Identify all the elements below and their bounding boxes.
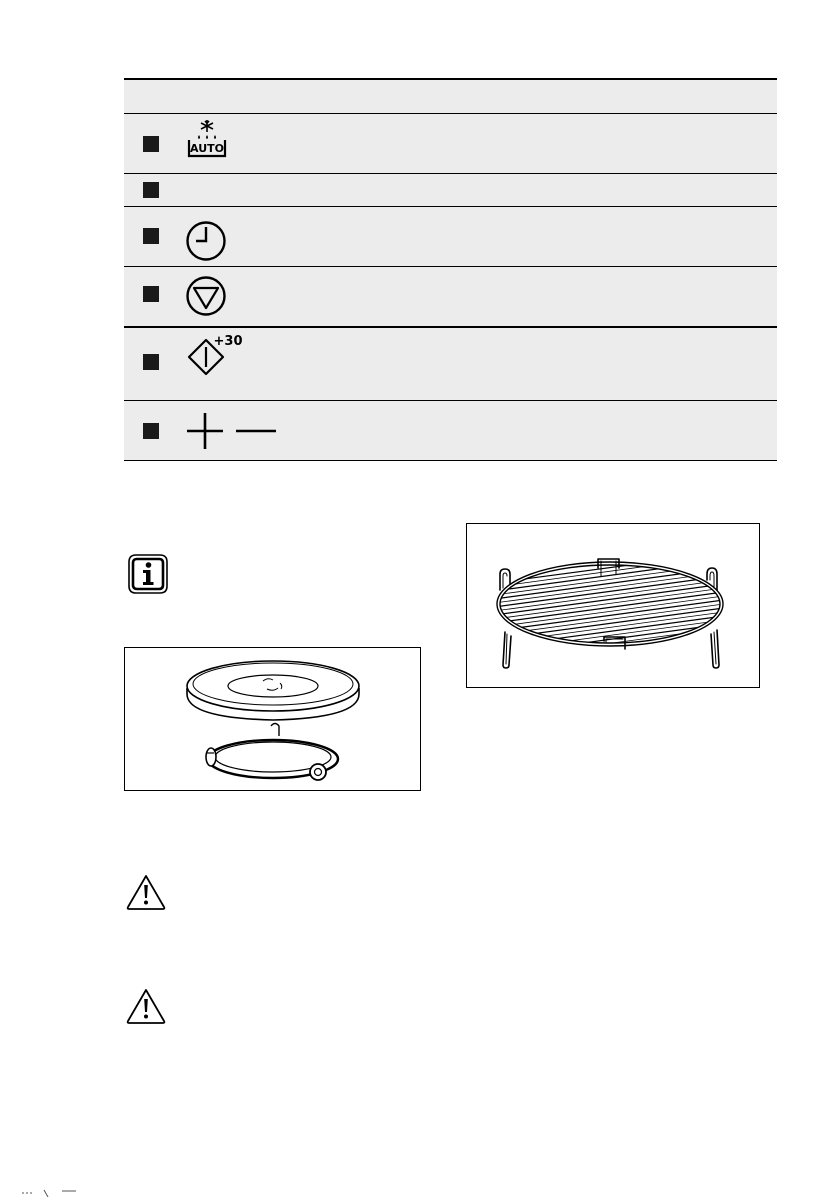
row-marker (143, 286, 159, 302)
auto-defrost-icon (186, 118, 228, 162)
rack-figure (466, 523, 760, 688)
info-icon (128, 554, 168, 598)
stop-icon (185, 275, 227, 317)
row-marker (143, 354, 159, 370)
table-row (124, 114, 777, 174)
turntable-glass-tray-and-roller-ring (125, 648, 420, 790)
table-row (124, 267, 777, 328)
table-row (124, 328, 777, 401)
table-row (124, 174, 777, 207)
clock-icon (185, 220, 227, 262)
warning-icon (126, 988, 166, 1028)
table-header-row (124, 78, 777, 114)
turntable-figure (124, 647, 421, 791)
svg-text:AUTO: AUTO (190, 142, 224, 155)
row-marker (143, 182, 159, 198)
row-marker (143, 228, 159, 244)
svg-text:+30: +30 (213, 334, 243, 349)
row-marker (143, 423, 159, 439)
grill-rack (467, 524, 759, 687)
start-plus30-icon (186, 332, 250, 382)
table-row (124, 401, 777, 461)
table-row (124, 207, 777, 267)
plus-minus-icon (184, 412, 280, 452)
controls-table (124, 78, 777, 461)
warning-icon (126, 874, 166, 914)
row-marker (143, 136, 159, 152)
